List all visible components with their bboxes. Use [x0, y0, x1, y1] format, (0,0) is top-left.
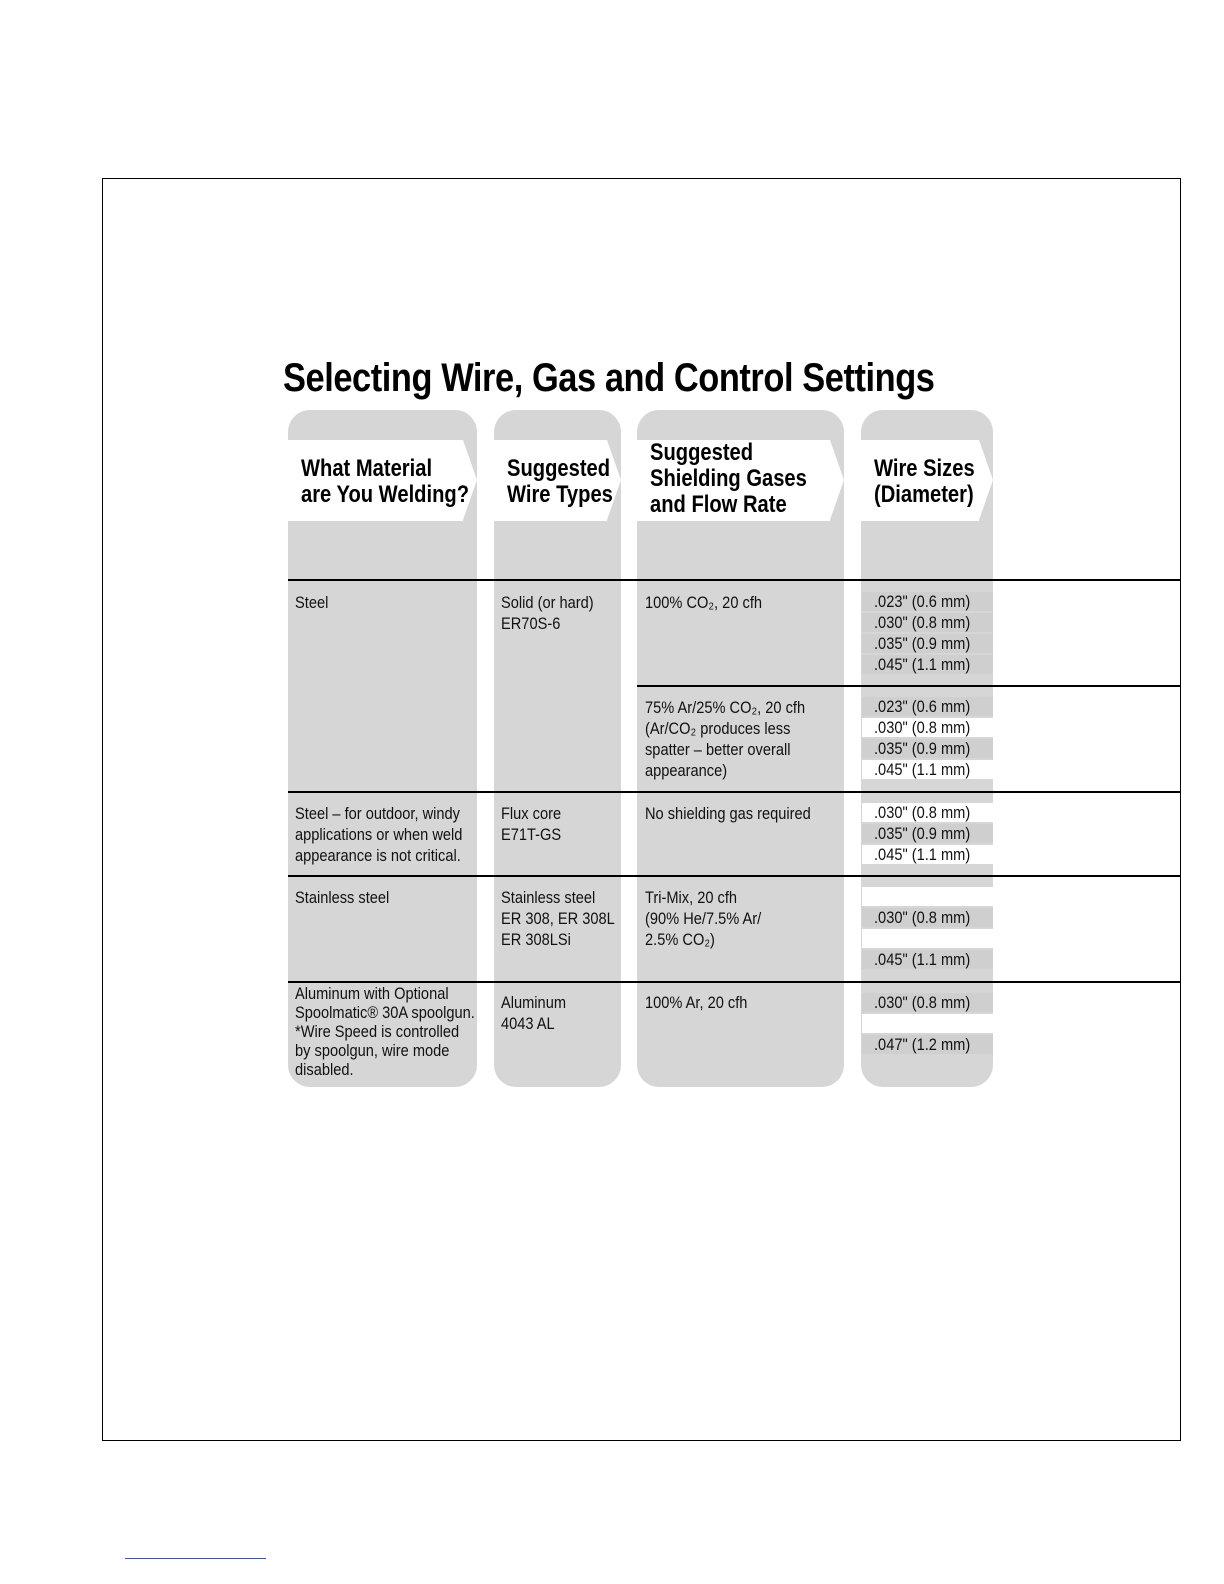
material-header-line: are You Welding?: [301, 481, 470, 508]
wire-types-header-line: Suggested: [507, 455, 611, 482]
wire-size: .035" (0.9 mm): [874, 739, 971, 758]
wire-size: .045" (1.1 mm): [874, 950, 971, 969]
row-divider: [288, 981, 1181, 983]
wire-sizes-header-line: (Diameter): [874, 481, 974, 508]
wire-type-cell: Solid (or hard) ER70S-6: [501, 593, 594, 633]
gas-cell: No shielding gas required: [645, 804, 811, 823]
gas-cell: Tri-Mix, 20 cfh (90% He/7.5% Ar/ 2.5% CO₂): [645, 888, 762, 949]
size-chip-blank: [862, 929, 993, 948]
wire-size: .047" (1.2 mm): [874, 1035, 971, 1054]
gas-cell: 100% Ar, 20 cfh: [645, 993, 748, 1012]
wire-size: .045" (1.1 mm): [874, 845, 971, 864]
size-chip-blank: [862, 1014, 993, 1033]
wire-size: .045" (1.1 mm): [874, 760, 971, 779]
material-cell: Steel: [295, 593, 329, 612]
material-header-line: What Material: [301, 455, 433, 482]
row-divider: [637, 685, 1181, 687]
gases-header-line: Shielding Gases: [650, 465, 807, 492]
footer-rule: [125, 1558, 266, 1559]
wire-size: .030" (0.8 mm): [874, 908, 971, 927]
wire-size: .030" (0.8 mm): [874, 993, 971, 1012]
wire-size: .023" (0.6 mm): [874, 592, 971, 611]
wire-sizes-header: [874, 456, 975, 508]
wire-size: .030" (0.8 mm): [874, 718, 971, 737]
wire-types-header: [507, 456, 613, 508]
size-chip-blank: [862, 887, 993, 906]
wire-size: .023" (0.6 mm): [874, 697, 971, 716]
wire-size: .035" (0.9 mm): [874, 824, 971, 843]
material-header: [301, 456, 469, 508]
gases-header-line: and Flow Rate: [650, 491, 787, 518]
gases-header: [650, 440, 807, 518]
gas-cell: 100% CO₂, 20 cfh: [645, 593, 763, 612]
wire-size: .045" (1.1 mm): [874, 655, 971, 674]
wire-size: .030" (0.8 mm): [874, 803, 971, 822]
material-cell: Steel – for outdoor, windy applications or when weld appearance is not critical.: [295, 804, 463, 865]
wire-size: .030" (0.8 mm): [874, 613, 971, 632]
material-cell: Aluminum with Optional Spoolmatic® 30A spoolgun. *Wire Speed is controlled by spoolgun, wire mode disabled.: [295, 984, 475, 1079]
wire-type-cell: Stainless steel ER 308, ER 308L ER 308LSi: [501, 888, 615, 949]
row-divider: [288, 579, 1181, 581]
wire-size: .035" (0.9 mm): [874, 634, 971, 653]
gas-cell: 75% Ar/25% CO₂, 20 cfh (Ar/CO₂ produces less spatter – better overall appearance): [645, 698, 806, 780]
row-divider: [288, 791, 1181, 793]
wire-types-header-line: Wire Types: [507, 481, 613, 508]
wire-type-cell: Aluminum 4043 AL: [501, 993, 567, 1033]
page-title: Selecting Wire, Gas and Control Settings: [283, 356, 935, 400]
gases-header-line: Suggested: [650, 439, 754, 466]
material-cell: Stainless steel: [295, 888, 390, 907]
row-divider: [288, 875, 1181, 877]
wire-type-cell: Flux core E71T-GS: [501, 804, 562, 844]
wire-sizes-header-line: Wire Sizes: [874, 455, 975, 482]
